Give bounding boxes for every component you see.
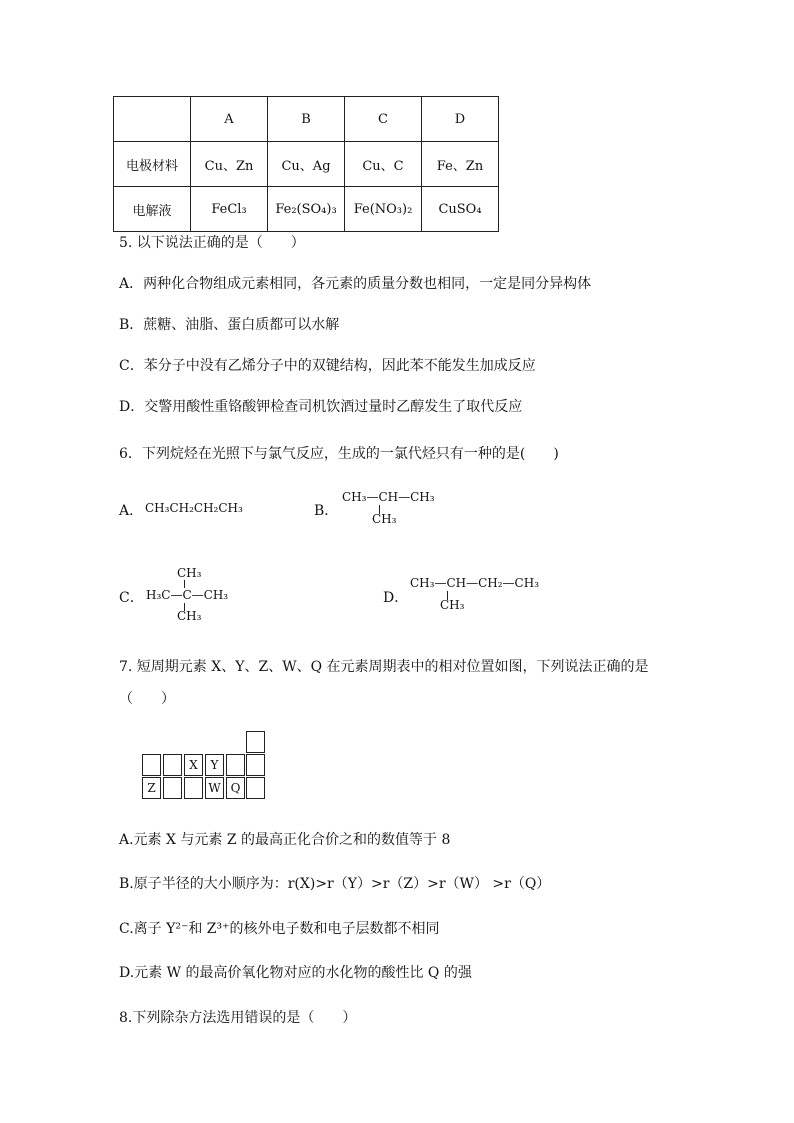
table-header-cell: C xyxy=(345,97,422,142)
grid-cell-y: Y xyxy=(205,754,224,776)
q6-stem: 6．下列烷烃在光照下与氯气反应，生成的一氯代烃只有一种的是( ) xyxy=(119,446,559,462)
q7-option-d: D.元素 W 的最高价氧化物对应的水化物的酸性比 Q 的强 xyxy=(119,965,472,981)
q7-option-c: C.离子 Y²⁻和 Z³⁺的核外电子数和电子层数都不相同 xyxy=(119,921,440,937)
q5-option-d: D．交警用酸性重铬酸钾检查司机饮酒过量时乙醇发生了取代反应 xyxy=(119,399,523,415)
grid-cell xyxy=(184,777,203,799)
table-row xyxy=(114,142,499,187)
q6-option-a-label: A． xyxy=(119,503,144,519)
q7-stem-line1: 7. 短周期元素 X、Y、Z、W、Q 在元素周期表中的相对位置如图，下列说法正确的是 xyxy=(119,659,649,675)
q8-stem: 8.下列除杂方法选用错误的是（ ） xyxy=(119,1010,357,1026)
q6-option-d-branch: CH₃ xyxy=(440,598,465,612)
q6-option-c-label: C． xyxy=(119,590,144,606)
table-cell: CuSO₄ xyxy=(422,187,499,232)
q5-option-a: A．两种化合物组成元素相同，各元素的质量分数也相同，一定是同分异构体 xyxy=(119,276,592,292)
table-cell: Cu、C xyxy=(345,142,422,187)
grid-cell xyxy=(246,754,265,776)
grid-cell xyxy=(246,777,265,799)
grid-cell xyxy=(246,731,265,753)
bond-line xyxy=(184,580,185,588)
grid-cell-w: W xyxy=(205,777,224,799)
table-cell: Cu、Zn xyxy=(191,142,268,187)
q4-options-table xyxy=(113,96,499,232)
q6-option-b-branch: CH₃ xyxy=(372,512,397,526)
table-cell: FeCl₃ xyxy=(191,187,268,232)
table-cell: Fe₂(SO₄)₃ xyxy=(268,187,345,232)
grid-cell-x: X xyxy=(184,754,203,776)
table-header-row xyxy=(114,97,499,142)
periodic-table-fragment xyxy=(142,731,267,799)
q6-option-d-main: CH₃—CH—CH₂—CH₃ xyxy=(410,576,540,590)
q7-option-a: A.元素 X 与元素 Z 的最高正化合价之和的数值等于 8 xyxy=(119,832,451,848)
q6-option-d-label: D． xyxy=(383,590,409,606)
grid-cell xyxy=(142,754,161,776)
q6-option-b-main: CH₃—CH—CH₃ xyxy=(342,490,435,504)
q7-option-b: B.原子半径的大小顺序为：r(X)>r（Y）>r（Z）>r（W） >r（Q） xyxy=(119,876,551,892)
row-label: 电极材料 xyxy=(114,142,191,187)
table-row xyxy=(114,187,499,232)
row-label: 电解液 xyxy=(114,187,191,232)
grid-cell xyxy=(163,777,182,799)
q7-stem-line2: （ ） xyxy=(119,691,175,707)
table-cell: Fe、Zn xyxy=(422,142,499,187)
grid-cell-z: Z xyxy=(142,777,161,799)
table-header-cell: B xyxy=(268,97,345,142)
q5-stem: 5. 以下说法正确的是（ ） xyxy=(119,235,305,251)
table-header-cell: D xyxy=(422,97,499,142)
q5-option-c: C．苯分子中没有乙烯分子中的双键结构，因此苯不能发生加成反应 xyxy=(119,358,536,374)
grid-cell xyxy=(163,754,182,776)
table-cell: Cu、Ag xyxy=(268,142,345,187)
table-cell: Fe(NO₃)₂ xyxy=(345,187,422,232)
table-header-cell xyxy=(114,97,191,142)
q6-option-a-formula: CH₃CH₂CH₂CH₃ xyxy=(145,501,243,515)
grid-cell xyxy=(226,754,245,776)
q6-option-c-main: H₃C—C—CH₃ xyxy=(146,588,229,602)
table-header-cell: A xyxy=(191,97,268,142)
q6-option-c-top: CH₃ xyxy=(177,566,202,580)
grid-cell-q: Q xyxy=(226,777,245,799)
q6-option-c-bottom: CH₃ xyxy=(177,609,202,623)
q5-option-b: B．蔗糖、油脂、蛋白质都可以水解 xyxy=(119,317,340,333)
q6-option-b-label: B． xyxy=(314,503,339,519)
